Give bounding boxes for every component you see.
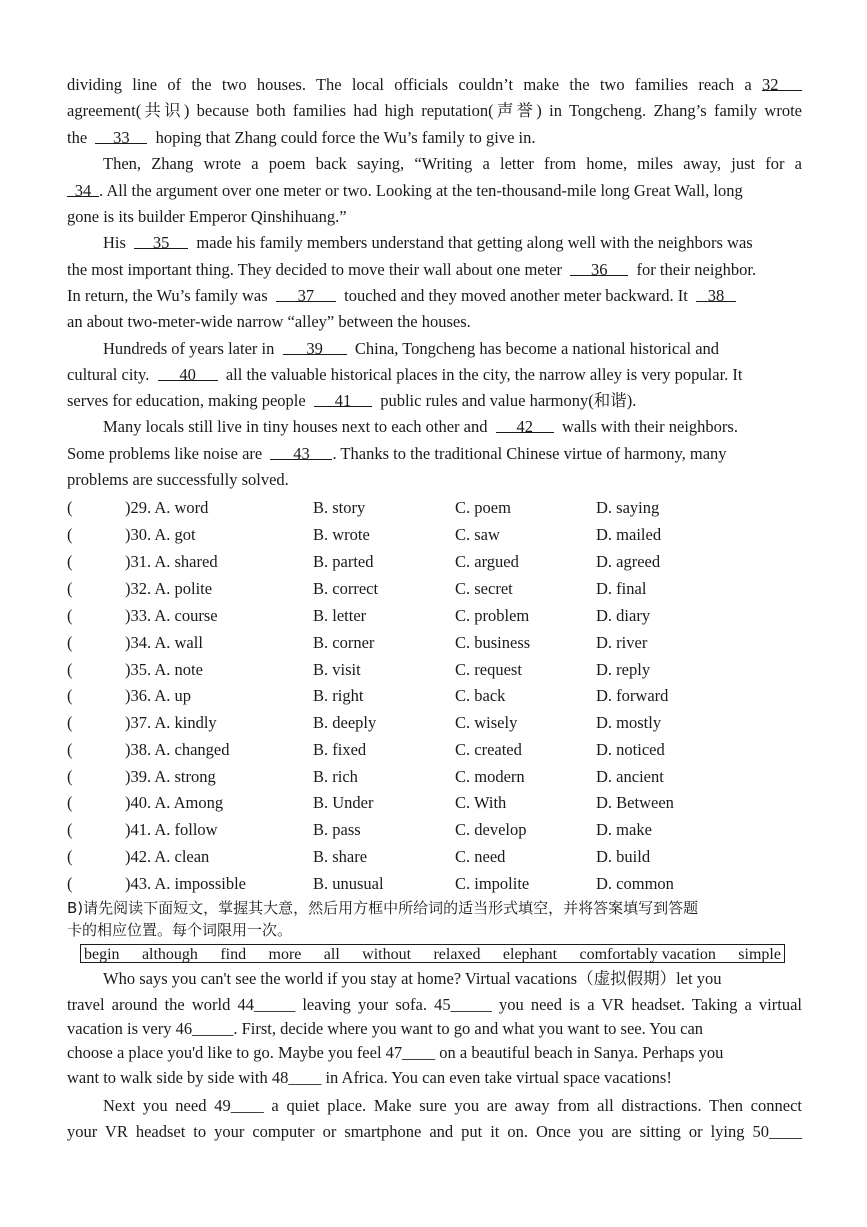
- blank-32: 32: [762, 75, 802, 91]
- option-a: )31. A. shared: [125, 552, 218, 571]
- passage-line: Hundreds of years later in 39 China, Tongcheng has become a national historical and: [103, 339, 720, 358]
- option-c: C. modern: [455, 767, 525, 786]
- answer-paren: (: [67, 633, 73, 652]
- option-b: B. unusual: [313, 874, 384, 893]
- option-c: C. secret: [455, 579, 513, 598]
- option-c: C. request: [455, 660, 522, 679]
- answer-paren: (: [67, 579, 73, 598]
- answer-paren: (: [67, 740, 73, 759]
- option-c: C. impolite: [455, 874, 530, 893]
- option-c: C. business: [455, 633, 531, 652]
- passage-line: the most important thing. They decided to move their wall about one meter 36 for their neighbor.: [67, 260, 757, 279]
- word-bank-item: all: [323, 946, 340, 963]
- option-d: D. mailed: [596, 525, 662, 544]
- option-b: B. correct: [313, 579, 379, 598]
- answer-paren: (: [67, 713, 73, 732]
- option-c: C. created: [455, 740, 522, 759]
- option-d: D. build: [596, 847, 651, 866]
- word-bank-item: elephant: [502, 946, 558, 963]
- word-bank-item: simple: [738, 946, 781, 963]
- blank-39: 39: [283, 339, 347, 355]
- option-a: )34. A. wall: [125, 633, 203, 652]
- option-b: B. parted: [313, 552, 374, 571]
- passage-line: Then, Zhang wrote a poem back saying, “Writing a letter from home, miles away, just for a: [103, 154, 802, 173]
- passage-line: Some problems like noise are 43 . Thanks to the traditional Chinese virtue of harmony, many: [67, 444, 727, 463]
- option-a: )32. A. polite: [125, 579, 213, 598]
- blank-37: 37: [276, 286, 336, 302]
- answer-paren: (: [67, 660, 73, 679]
- option-d: D. make: [596, 820, 652, 839]
- blank-38: 38: [696, 286, 736, 302]
- blank-34: 34: [67, 181, 99, 197]
- option-b: B. corner: [313, 633, 375, 652]
- option-d: D. noticed: [596, 740, 665, 759]
- option-b: B. story: [313, 498, 366, 517]
- answer-paren: (: [67, 552, 73, 571]
- option-d: D. final: [596, 579, 647, 598]
- option-a: )40. A. Among: [125, 793, 224, 812]
- word-bank-item: although: [141, 946, 198, 963]
- answer-paren: (: [67, 686, 73, 705]
- blank-42: 42: [496, 417, 554, 433]
- option-b: B. Under: [313, 793, 374, 812]
- word-bank-item: more: [268, 946, 302, 963]
- passage-b-line: Who says you can't see the world if you stay at home? Virtual vacations（虚拟假期）let you: [103, 969, 722, 988]
- blank-40: 40: [158, 365, 218, 381]
- blank-43: 43: [270, 444, 332, 460]
- option-d: D. diary: [596, 606, 651, 625]
- passage-b-line: travel around the world 44_____ leaving your sofa. 45_____ you need is a VR headset. Taking a virtual: [67, 995, 802, 1014]
- option-a: )42. A. clean: [125, 847, 210, 866]
- answer-paren: (: [67, 498, 73, 517]
- passage-line: an about two-meter-wide narrow “alley” between the houses.: [67, 312, 471, 331]
- passage-line: 34 . All the argument over one meter or two. Looking at the ten-thousand-mile long Great Wall, long: [67, 181, 802, 201]
- option-a: )35. A. note: [125, 660, 203, 679]
- passage-line: problems are successfully solved.: [67, 470, 289, 489]
- option-c: C. develop: [455, 820, 527, 839]
- option-a: )38. A. changed: [125, 740, 230, 759]
- option-c: C. poem: [455, 498, 511, 517]
- passage-line: gone is its builder Emperor Qinshihuang.”: [67, 207, 347, 226]
- option-d: D. mostly: [596, 713, 662, 732]
- blank-41: 41: [314, 391, 372, 407]
- option-c: C. With: [455, 793, 507, 812]
- option-a: )30. A. got: [125, 525, 196, 544]
- blank-35: 35: [134, 233, 188, 249]
- passage-line: agreement(共识) because both families had high reputation(声誉) in Tongcheng. Zhang’s family wrote: [67, 101, 802, 120]
- passage-b-line: want to walk side by side with 48____ in Africa. You can even take virtual space vacations!: [67, 1068, 672, 1087]
- passage-b-line: Next you need 49____ a quiet place. Make sure you are away from all distractions. Then connect: [103, 1096, 802, 1115]
- answer-paren: (: [67, 847, 73, 866]
- answer-paren: (: [67, 606, 73, 625]
- option-b: B. pass: [313, 820, 361, 839]
- answer-paren: (: [67, 874, 73, 893]
- option-c: C. argued: [455, 552, 519, 571]
- option-a: )36. A. up: [125, 686, 191, 705]
- passage-line: In return, the Wu’s family was 37 touched and they moved another meter backward. It 38: [67, 286, 802, 306]
- word-bank-item: without: [362, 946, 412, 963]
- option-c: C. problem: [455, 606, 530, 625]
- option-a: )39. A. strong: [125, 767, 216, 786]
- word-bank-item: begin: [84, 946, 120, 963]
- passage-line: cultural city. 40 all the valuable historical places in the city, the narrow alley is very popular. It: [67, 365, 743, 384]
- option-c: C. need: [455, 847, 506, 866]
- option-c: C. wisely: [455, 713, 518, 732]
- option-a: )37. A. kindly: [125, 713, 217, 732]
- word-bank-item: relaxed: [433, 946, 481, 963]
- option-b: B. rich: [313, 767, 358, 786]
- passage-line: the 33 hoping that Zhang could force the Wu’s family to give in.: [67, 128, 536, 147]
- option-b: B. letter: [313, 606, 367, 625]
- option-b: B. fixed: [313, 740, 367, 759]
- option-b: B. deeply: [313, 713, 377, 732]
- passage-line: Many locals still live in tiny houses next to each other and 42 walls with their neighbors.: [103, 417, 738, 436]
- option-d: D. reply: [596, 660, 651, 679]
- passage-b-line: your VR headset to your computer or smartphone and put it on. Once you are sitting or lying 50____: [67, 1122, 802, 1141]
- answer-paren: (: [67, 525, 73, 544]
- option-d: D. ancient: [596, 767, 664, 786]
- blank-33: 33: [95, 128, 147, 144]
- passage-b-line: vacation is very 46_____. First, decide where you want to go and what you want to see. You can: [67, 1019, 704, 1038]
- word-bank-item: comfortably vacation: [579, 946, 716, 963]
- option-d: D. forward: [596, 686, 669, 705]
- passage-b-line: choose a place you'd like to go. Maybe you feel 47____ on a beautiful beach in Sanya. Perhaps you: [67, 1043, 724, 1062]
- option-c: C. back: [455, 686, 506, 705]
- blank-36: 36: [570, 260, 628, 276]
- option-a: )33. A. course: [125, 606, 218, 625]
- option-d: D. river: [596, 633, 648, 652]
- option-b: B. share: [313, 847, 368, 866]
- answer-paren: (: [67, 793, 73, 812]
- option-d: D. Between: [596, 793, 674, 812]
- section-b-instruction: B)请先阅读下面短文，掌握其大意，然后用方框中所给词的适当形式填空，并将答案填写到答题: [67, 899, 699, 917]
- passage-line: dividing line of the two houses. The local officials couldn’t make the two families reach a 32: [67, 75, 802, 95]
- option-a: )43. A. impossible: [125, 874, 247, 893]
- option-d: D. saying: [596, 498, 660, 517]
- option-d: D. common: [596, 874, 674, 893]
- word-bank-item: find: [220, 946, 247, 963]
- option-a: )29. A. word: [125, 498, 209, 517]
- option-c: C. saw: [455, 525, 500, 544]
- option-b: B. wrote: [313, 525, 370, 544]
- option-b: B. right: [313, 686, 364, 705]
- passage-line: His 35 made his family members understand that getting along well with the neighbors was: [103, 233, 753, 252]
- section-b-instruction: 卡的相应位置。每个词限用一次。: [67, 921, 293, 939]
- word-bank-box: [80, 944, 785, 963]
- option-a: )41. A. follow: [125, 820, 218, 839]
- option-d: D. agreed: [596, 552, 661, 571]
- option-b: B. visit: [313, 660, 361, 679]
- passage-line: serves for education, making people 41 public rules and value harmony(和谐).: [67, 391, 637, 410]
- answer-paren: (: [67, 820, 73, 839]
- answer-paren: (: [67, 767, 73, 786]
